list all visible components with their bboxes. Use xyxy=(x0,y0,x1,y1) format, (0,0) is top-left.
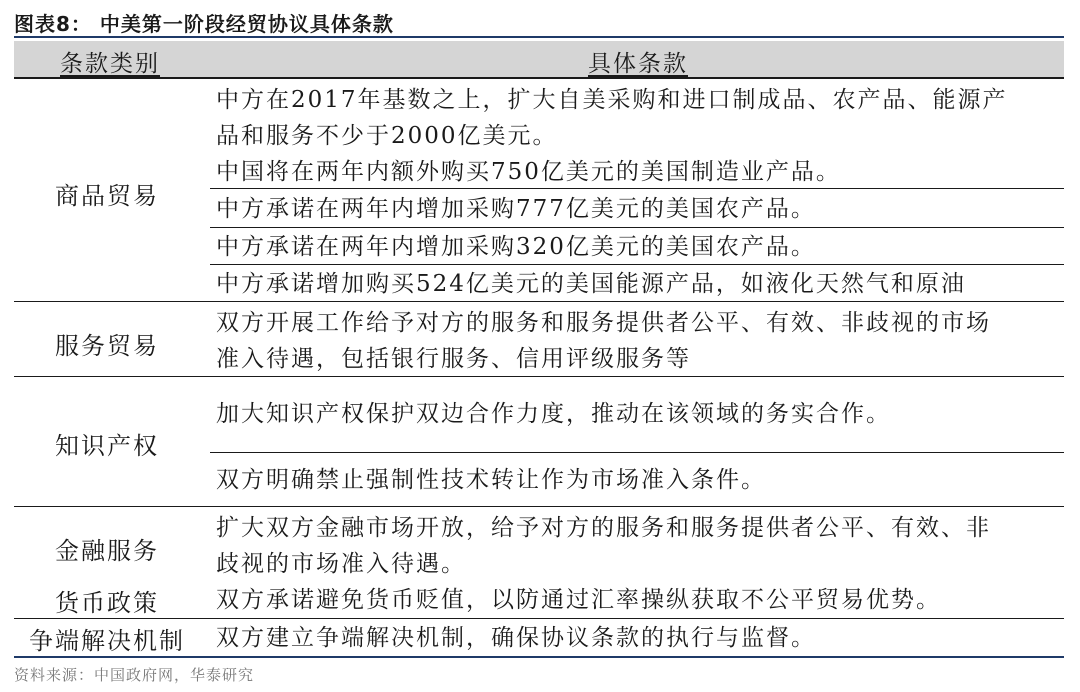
row-divider xyxy=(210,452,1064,453)
category-goods-trade: 商品贸易 xyxy=(55,182,159,210)
section-divider xyxy=(14,376,1064,377)
section-divider xyxy=(14,506,1064,507)
term-line: 品和服务不少于2000亿美元。 xyxy=(216,123,558,149)
term-line: 加大知识产权保护双边合作力度，推动在该领域的务实合作。 xyxy=(216,401,891,427)
row-divider xyxy=(210,227,1064,228)
term-line: 中国将在两年内额外购买750亿美元的美国制造业产品。 xyxy=(216,159,841,185)
source-note: 资料来源：中国政府网，华泰研究 xyxy=(14,666,255,684)
term-line: 双方建立争端解决机制，确保协议条款的执行与监督。 xyxy=(216,625,816,651)
term-line: 双方明确禁止强制性技术转让作为市场准入条件。 xyxy=(216,467,766,493)
term-line: 双方开展工作给予对方的服务和服务提供者公平、有效、非歧视的市场 xyxy=(216,310,991,336)
header-category: 条款类别 xyxy=(60,51,160,77)
category-dispute-settlement: 争端解决机制 xyxy=(29,627,185,655)
header-terms: 具体条款 xyxy=(588,51,688,77)
row-divider xyxy=(210,188,1064,189)
title-rule xyxy=(14,36,1064,38)
term-line: 双方承诺避免货币贬值，以防通过汇率操纵获取不公平贸易优势。 xyxy=(216,587,941,613)
category-ip: 知识产权 xyxy=(55,432,159,460)
term-line: 中方承诺在两年内增加采购777亿美元的美国农产品。 xyxy=(216,196,816,222)
term-line: 中方承诺在两年内增加采购320亿美元的美国农产品。 xyxy=(216,234,816,260)
term-line: 中方在2017年基数之上，扩大自美采购和进口制成品、农产品、能源产 xyxy=(216,87,1008,113)
term-line: 扩大双方金融市场开放，给予对方的服务和服务提供者公平、有效、非 xyxy=(216,515,991,541)
table-header xyxy=(14,41,1064,79)
category-financial-services: 金融服务 xyxy=(55,537,159,565)
category-services-trade: 服务贸易 xyxy=(55,332,159,360)
term-line: 准入待遇，包括银行服务、信用评级服务等 xyxy=(216,346,691,372)
table-bottom-rule xyxy=(14,656,1064,658)
term-line: 中方承诺增加购买524亿美元的美国能源产品，如液化天然气和原油 xyxy=(216,271,966,297)
term-line: 歧视的市场准入待遇。 xyxy=(216,551,466,577)
figure-title: 图表8： 中美第一阶段经贸协议具体条款 xyxy=(14,12,394,36)
row-divider xyxy=(210,264,1064,265)
section-divider xyxy=(14,618,1064,619)
section-divider xyxy=(14,301,1064,302)
category-monetary-policy: 货币政策 xyxy=(55,589,159,617)
